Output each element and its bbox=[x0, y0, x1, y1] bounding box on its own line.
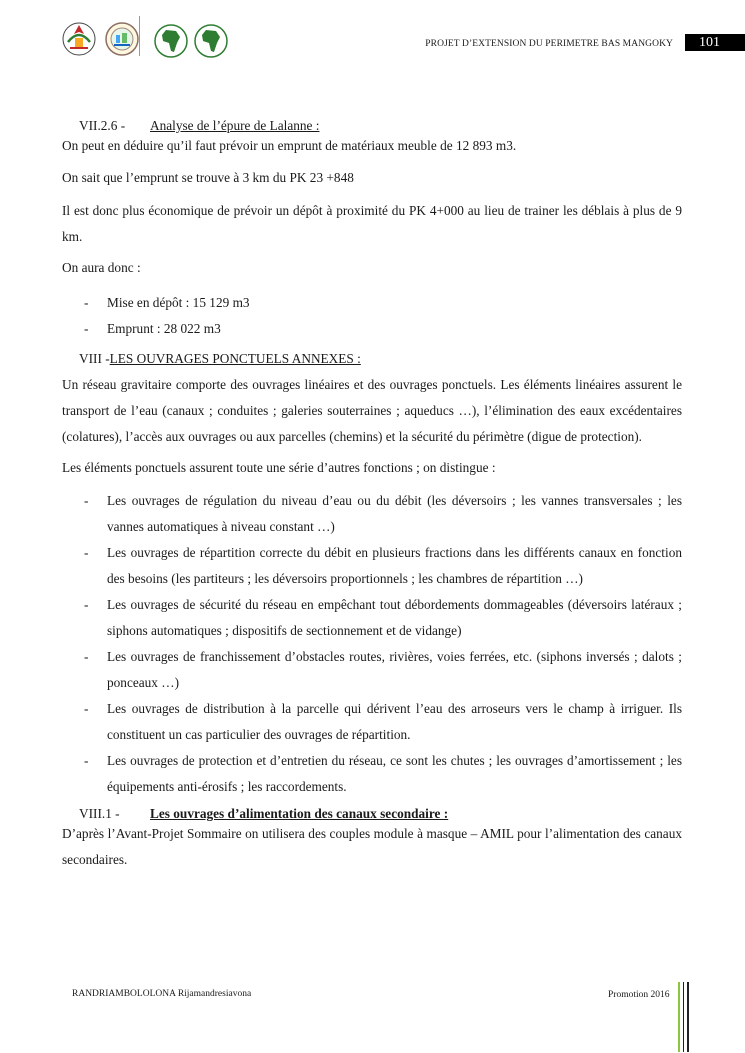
footer-promotion: Promotion 2016 bbox=[608, 990, 670, 1000]
paragraph: On sait que l’emprunt se trouve à 3 km du PK 23 +848 bbox=[62, 170, 354, 185]
list-item: - Les ouvrages de franchissement d’obstacles routes, rivières, voies ferrées, etc. (siphons inversés ; dalots ; ponceaux …) bbox=[84, 649, 682, 690]
list-item: - Emprunt : 28 022 m3 bbox=[84, 321, 221, 336]
ouvrages-list bbox=[62, 488, 682, 800]
paragraph: Un réseau gravitaire comporte des ouvrages linéaires et des ouvrages ponctuels. Les éléments linéaires assurent le transport de l’eau (canaux ; conduites ; galeries souterraines ; aqueducs …), l’élimination des eaux excédentaires (colatures), l’accès aux ouvrages ou aux parcelles (chemins) et la sécurité du périmètre (digue de protection). bbox=[62, 377, 682, 444]
section-title: Les ouvrages d’alimentation des canaux secondaire : bbox=[150, 806, 449, 821]
footer-decoration bbox=[678, 982, 692, 1052]
section-number: VIII.1 - bbox=[79, 806, 120, 821]
quantities-list bbox=[62, 290, 682, 342]
list-item: - Les ouvrages de protection et d’entretien du réseau, ce sont les chutes ; les ouvrages d’amortissement ; les équipements anti-érosifs ; les raccordements. bbox=[84, 753, 682, 794]
paragraph: Les éléments ponctuels assurent toute une série d’autres fonctions ; on distingue : bbox=[62, 460, 496, 475]
section-number: VIII - bbox=[79, 351, 110, 366]
paragraph: D’après l’Avant-Projet Sommaire on utilisera des couples module à masque – AMIL pour l’alimentation des canaux secondaires. bbox=[62, 826, 682, 867]
section-heading-vii-2-6 bbox=[79, 116, 682, 136]
list-item: - Mise en dépôt : 15 129 m3 bbox=[84, 295, 250, 310]
list-item: - Les ouvrages de régulation du niveau d’eau ou du débit (les déversoirs ; les vannes transversales ; les vannes automatiques à niveau constant …) bbox=[84, 493, 682, 534]
page-content bbox=[62, 116, 682, 873]
footer-author: RANDRIAMBOLOLONA Rijamandresiavona bbox=[72, 989, 252, 999]
paragraph: Il est donc plus économique de prévoir un dépôt à proximité du PK 4+000 au lieu de trainer les déblais à plus de 9 km. bbox=[62, 203, 682, 244]
list-item: - Les ouvrages de répartition correcte du débit en plusieurs fractions dans les différents canaux en fonction des besoins (les partiteurs ; les déversoirs proportionnels ; les chambres de répartition …) bbox=[84, 545, 682, 586]
section-title: Analyse de l’épure de Lalanne : bbox=[150, 118, 320, 133]
afdb-logo-2 bbox=[192, 22, 230, 60]
list-item: - Les ouvrages de distribution à la parcelle qui dérivent l’eau des arroseurs vers le champ à irriguer. Ils constituent un cas particulier des ouvrages de répartition. bbox=[84, 701, 682, 742]
paragraph: On aura donc : bbox=[62, 260, 141, 275]
university-logo bbox=[60, 20, 98, 58]
section-number: VII.2.6 - bbox=[79, 118, 126, 133]
header-logos bbox=[60, 14, 235, 62]
paragraph: On peut en déduire qu’il faut prévoir un emprunt de matériaux meuble de 12 893 m3. bbox=[62, 138, 517, 153]
section-heading-viii bbox=[79, 348, 682, 370]
section-title: LES OUVRAGES PONCTUELS ANNEXES : bbox=[109, 351, 361, 366]
school-logo bbox=[104, 20, 140, 58]
list-item: - Les ouvrages de sécurité du réseau en empêchant tout débordements dommageables (déversoirs latéraux ; siphons automatiques ; dispositifs de sectionnement et de vidange) bbox=[84, 597, 682, 638]
page-number: 101 bbox=[685, 34, 745, 51]
afdb-logo bbox=[152, 22, 190, 60]
header-divider bbox=[139, 16, 140, 56]
header-title: PROJET D’EXTENSION DU PERIMETRE BAS MANGOKY bbox=[425, 39, 673, 49]
